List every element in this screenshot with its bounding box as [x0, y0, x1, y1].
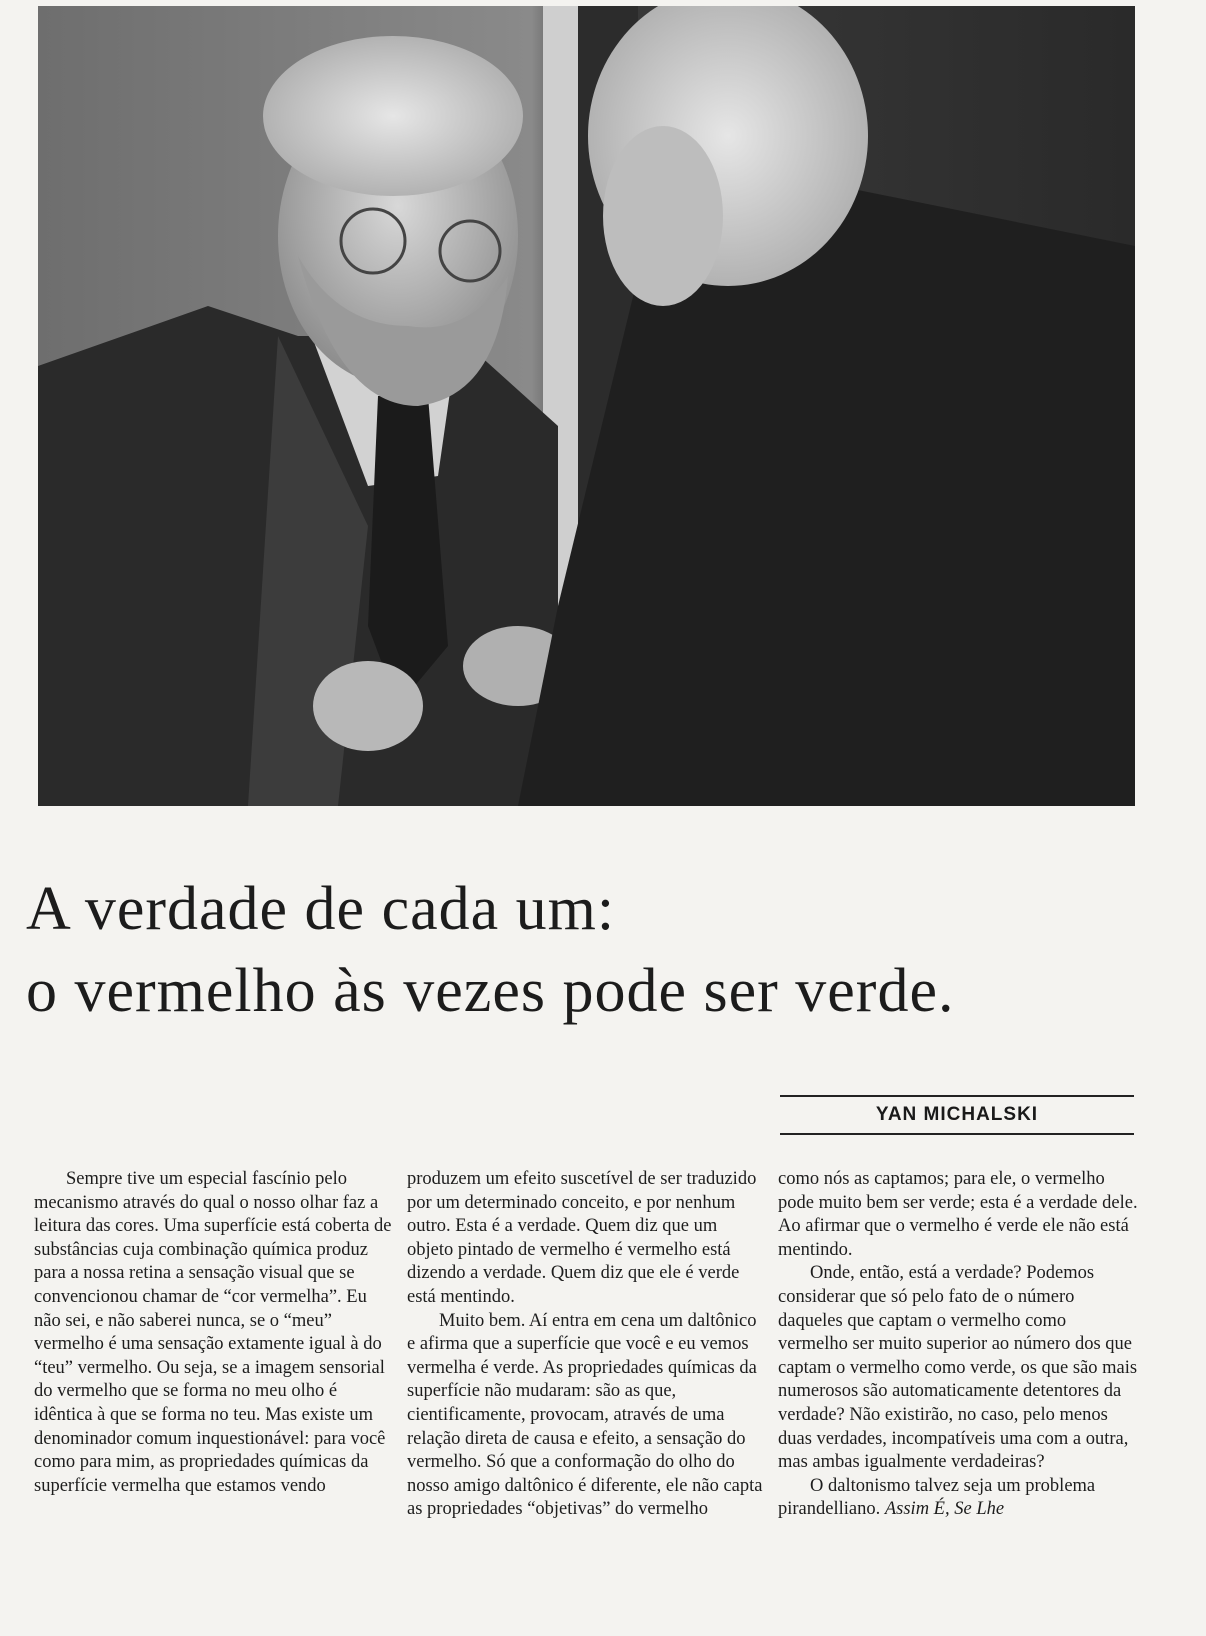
paragraph-text: O daltonismo talvez seja um problema pirandelliano.: [778, 1475, 1096, 1520]
article-column-3: [778, 1168, 1138, 1522]
paragraph: Sempre tive um especial fascínio pelo mecanismo através do qual o nosso olhar faz a leitura das cores. Uma superfície está coberta de substâncias cuja combinação química produz para a nossa retina a sensação visual que se convencionou chamar de “cor vermelha”. Eu não sei, e não saberei nunca, se o “meu” vermelho é uma sensação extamente igual à do “teu” vermelho. Ou seja, se a imagem sensorial do vermelho que se forma no meu olho é idêntica à que se forma no teu. Mas existe um denominador comum inquestionável: para você como para mim, as propriedades químicas da superfície vermelha que estamos vendo: [34, 1169, 392, 1496]
photo-two-men-talking-icon: [38, 6, 1135, 806]
article-column-1: [34, 1168, 394, 1498]
headline: [26, 868, 1186, 1032]
paragraph: como nós as captamos; para ele, o vermelho pode muito bem ser verde; esta é a verdade dele. Ao afirmar que o vermelho é verde ele não está mentindo.: [778, 1169, 1138, 1260]
paragraph: Onde, então, está a verdade? Podemos considerar que só pelo fato de o número daqueles que captam o vermelho como vermelho ser muito superior ao número dos que captam o vermelho como verde, os que são mais numerosos são automaticamente detentores da verdade? Não existirão, no caso, pelo menos duas verdades, incompatíveis uma com a outra, mas ambas igualmente verdadeiras?: [778, 1263, 1138, 1473]
paragraph: Muito bem. Aí entra em cena um daltônico e afirma que a superfície que você e eu vemos vermelha é verde. As propriedades químicas da superfície não mudaram: são as que, cientificamente, provocam, através de uma relação direta de causa e efeito, a sensação do vermelho. Só que a conformação do olho do nosso amigo daltônico é diferente, ele não capta as propriedades “objetivas” do vermelho: [407, 1310, 763, 1520]
paragraph: produzem um efeito suscetível de ser traduzido por um determinado conceito, e por nenhum outro. Esta é a verdade. Quem diz que um objeto pintado de vermelho é vermelho está dizendo a verdade. Quem diz que ele é verde está mentindo.: [407, 1169, 757, 1307]
author-byline: YAN MICHALSKI: [780, 1095, 1134, 1135]
headline-line-1: A verdade de cada um:: [26, 875, 616, 943]
article-photo: [38, 6, 1135, 806]
play-title: Assim É, Se Lhe: [884, 1499, 1005, 1520]
paragraph: [778, 1475, 1138, 1522]
headline-line-2: o vermelho às vezes pode ser verde.: [26, 957, 955, 1025]
article-column-2: [407, 1168, 767, 1522]
